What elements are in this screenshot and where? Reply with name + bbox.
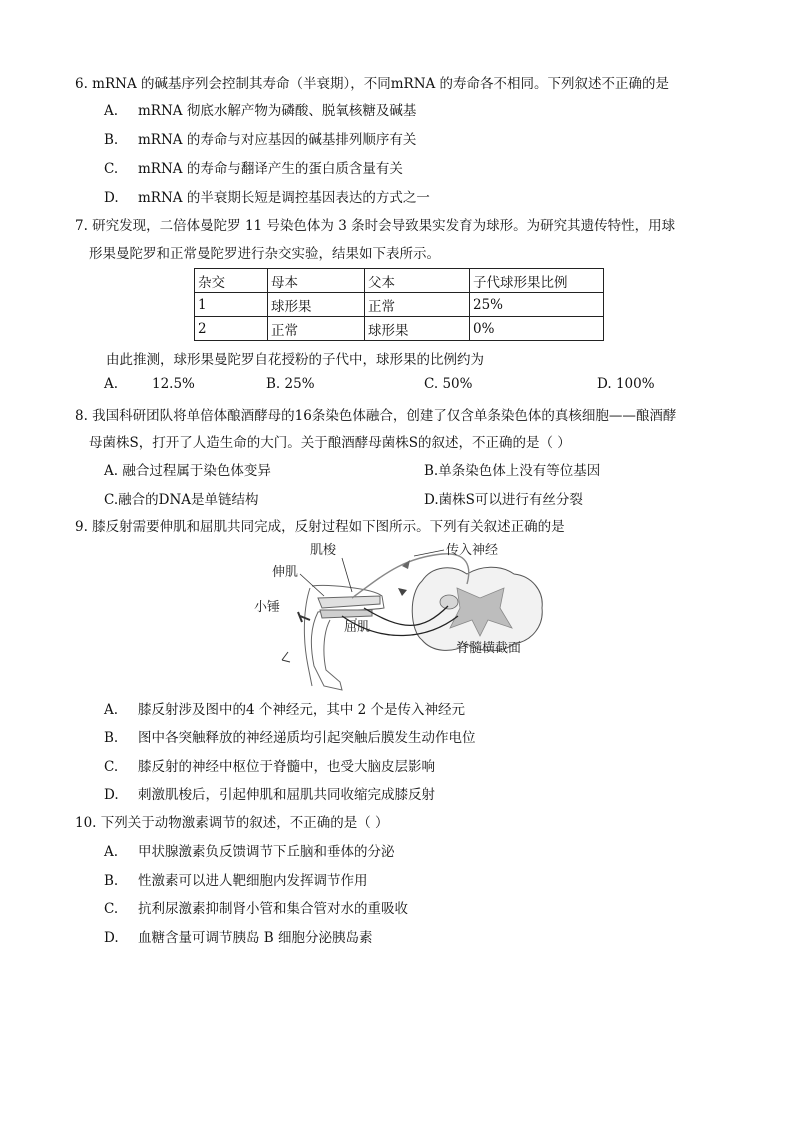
- q6-option-a: A. mRNA 彻底水解产物为磷酸、脱氧核糖及碱基: [104, 103, 417, 119]
- q9-option-a: A. 膝反射涉及图中的4 个神经元，其中 2 个是传入神经元: [104, 702, 466, 718]
- q8-option-b: B.单条染色体上没有等位基因: [424, 463, 601, 479]
- q7-option-b: B. 25%: [266, 376, 315, 392]
- q9-option-c: C. 膝反射的神经中枢位于脊髓中，也受大脑皮层影响: [104, 759, 435, 775]
- q6-option-d: D. mRNA 的半衰期长短是调控基因表达的方式之一: [104, 190, 430, 206]
- q7-option-a: A. 12.5%: [104, 376, 195, 392]
- q10-option-d: D. 血糖含量可调节胰岛 B 细胞分泌胰岛素: [104, 930, 373, 946]
- q8-option-c: C.融合的DNA是单链结构: [104, 492, 259, 508]
- table-cell: 正常: [268, 317, 365, 341]
- q10-stem: 10. 下列关于动物激素调节的叙述，不正确的是（ ）: [75, 815, 389, 831]
- table-cell: 0%: [470, 317, 604, 341]
- q6-stem: 6. mRNA 的碱基序列会控制其寿命（半衰期），不同mRNA 的寿命各不相同。下列叙述不正确的是: [75, 76, 670, 92]
- leg-illustration: [304, 585, 384, 690]
- q8-option-d: D.菌株S可以进行有丝分裂: [424, 492, 583, 508]
- table-header: 杂交: [195, 269, 268, 293]
- table-cell: 球形果: [365, 317, 470, 341]
- q7-inference: 由此推测，球形果曼陀罗自花授粉的子代中，球形果的比例约为: [106, 352, 484, 368]
- table-row: [195, 293, 604, 317]
- hammer-icon: [298, 612, 310, 622]
- label-spindle: 肌梭: [310, 543, 337, 558]
- motion-arrow-icon: [282, 652, 290, 662]
- table-cell: 球形果: [268, 293, 365, 317]
- table-header: 母本: [268, 269, 365, 293]
- q7-cross-table: [194, 268, 604, 341]
- spinal-cord-cross-section: [412, 567, 542, 651]
- q7-stem-line1: 7. 研究发现，二倍体曼陀罗 11 号染色体为 3 条时会导致果实发育为球形。为研究其遗传特性，用球: [75, 218, 676, 234]
- q7-option-c: C. 50%: [424, 376, 473, 392]
- label-flexor: 屈肌: [344, 620, 371, 635]
- table-header: 父本: [365, 269, 470, 293]
- q9-stem: 9. 膝反射需要伸肌和屈肌共同完成，反射过程如下图所示。下列有关叙述正确的是: [75, 519, 565, 535]
- table-header: 子代球形果比例: [470, 269, 604, 293]
- q8-stem-line2: 母菌株S，打开了人造生命的大门。关于酿酒酵母菌株S的叙述，不正确的是（ ）: [89, 435, 571, 451]
- q7-stem-line2: 形果曼陀罗和正常曼陀罗进行杂交实验，结果如下表所示。: [89, 246, 440, 262]
- table-cell: 1: [195, 293, 268, 317]
- table-cell: 正常: [365, 293, 470, 317]
- label-extensor: 伸肌: [272, 565, 299, 580]
- q6-option-b: B. mRNA 的寿命与对应基因的碱基排列顺序有关: [104, 132, 417, 148]
- q9-option-b: B. 图中各突触释放的神经递质均引起突触后膜发生动作电位: [104, 730, 476, 746]
- label-spinal-cord: 脊髓横截面: [456, 641, 522, 656]
- q10-option-b: B. 性激素可以进人靶细胞内发挥调节作用: [104, 873, 368, 889]
- table-row: [195, 317, 604, 341]
- label-hammer: 小锤: [254, 600, 281, 615]
- q6-option-c: C. mRNA 的寿命与翻译产生的蛋白质含量有关: [104, 161, 403, 177]
- q8-stem-line1: 8. 我国科研团队将单倍体酿酒酵母的16条染色体融合，创建了仅含单条染色体的真核细胞——酿酒酵: [75, 408, 677, 424]
- q10-option-c: C. 抗利尿激素抑制肾小管和集合管对水的重吸收: [104, 901, 408, 917]
- q8-option-a: A. 融合过程属于染色体变异: [104, 463, 271, 479]
- table-cell: 25%: [470, 293, 604, 317]
- table-header-row: [195, 269, 604, 293]
- arrow-icon: [398, 588, 407, 596]
- label-afferent: 传入神经: [446, 543, 499, 558]
- table-cell: 2: [195, 317, 268, 341]
- q9-option-d: D. 刺激肌梭后，引起伸肌和屈肌共同收缩完成膝反射: [104, 787, 435, 803]
- q7-option-d: D. 100%: [597, 376, 655, 392]
- q10-option-a: A. 甲状腺激素负反馈调节下丘脑和垂体的分泌: [104, 844, 395, 860]
- knee-reflex-diagram: [252, 536, 552, 696]
